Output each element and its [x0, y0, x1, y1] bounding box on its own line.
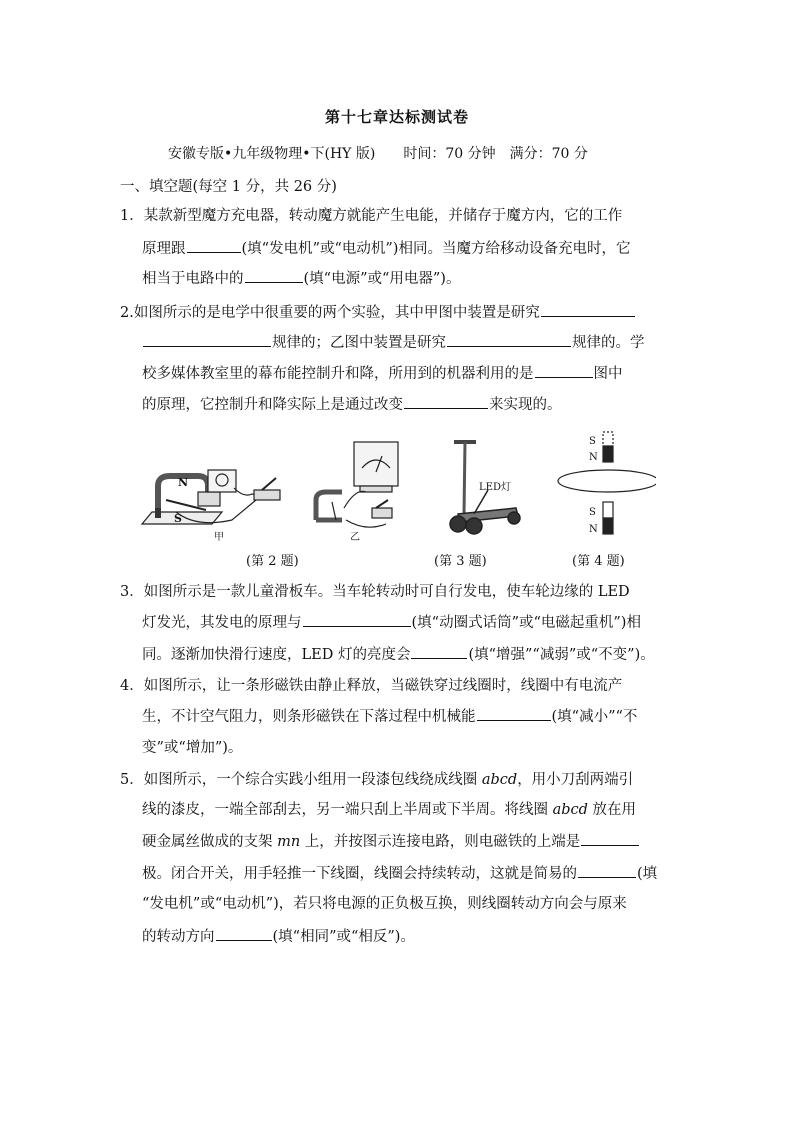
figure-jia-label: 甲: [214, 532, 224, 543]
answer-blank[interactable]: [477, 706, 551, 721]
answer-blank[interactable]: [581, 831, 639, 846]
figure-3-caption: (第 3 题): [434, 554, 487, 569]
answer-blank[interactable]: [245, 268, 303, 283]
figure-row: [136, 428, 656, 546]
q4-line-2: 生，不计空气阻力，则条形磁铁在下落过程中机械能 (填“减小”“不: [142, 706, 637, 727]
answer-blank[interactable]: [535, 363, 593, 378]
figure-4-caption: (第 4 题): [572, 554, 625, 569]
q2-line-3: 校多媒体教室里的幕布能控制升和降，所用到的机器利用的是 图中: [142, 363, 623, 384]
figure-4-magnet-coil: [558, 432, 656, 534]
q3-line-1: 3．如图所示是一款儿童滑板车。当车轮转动时可自行发电，使车轮边缘的 LED: [120, 584, 630, 600]
top-magnet-s: S: [589, 436, 596, 447]
figure-2-caption: (第 2 题): [246, 554, 299, 569]
q4-line-3: 变”或“增加”)。: [142, 740, 243, 756]
answer-blank[interactable]: [541, 302, 635, 317]
q2-line-1: 2.如图所示的是电学中很重要的两个实验，其中甲图中装置是研究: [120, 302, 636, 323]
q3-line-3: 同。逐渐加快滑行速度，LED 灯的亮度会 (填“增强”“减弱”或“不变”)。: [142, 644, 655, 665]
answer-blank[interactable]: [187, 238, 241, 253]
section-heading: 一、填空题(每空 1 分，共 26 分): [120, 179, 337, 195]
magnet-n-label: N: [178, 476, 189, 489]
q5-line-3: 硬金属丝做成的支架 mn 上，并按图示连接电路，则电磁铁的上端是: [142, 831, 640, 852]
q1-line-3: 相当于电路中的 (填“电源”或“用电器”)。: [142, 268, 460, 289]
q5-line-1: 5．如图所示，一个综合实践小组用一段漆包线绕成线圈 abcd，用小刀刮两端引: [120, 772, 634, 788]
q5-line-6: 的转动方向 (填“相同”或“相反”)。: [142, 926, 415, 947]
exam-info: 安徽专版•九年级物理•下(HY 版) 时间：70 分钟 满分：70 分: [168, 146, 588, 162]
led-label: LED灯: [479, 482, 511, 493]
bottom-magnet-n: N: [589, 524, 598, 535]
q2-line-4: 的原理，它控制升和降实际上是通过改变 来实现的。: [142, 394, 562, 415]
answer-blank[interactable]: [143, 332, 271, 347]
q5-line-2: 线的漆皮，一端全部刮去，另一端只刮上半周或下半周。将线圈 abcd 放在用: [142, 802, 637, 818]
top-magnet-n: N: [589, 452, 598, 463]
magnet-s-label: S: [174, 512, 182, 525]
q3-line-2: 灯发光，其发电的原理与 (填“动圈式话筒”或“电磁起重机”)相: [142, 612, 641, 633]
figure-yi-label: 乙: [350, 532, 360, 543]
answer-blank[interactable]: [303, 612, 411, 627]
answer-blank[interactable]: [447, 332, 571, 347]
figure-2-jia: [142, 470, 280, 524]
answer-blank[interactable]: [404, 394, 488, 409]
q1-line-2: 原理跟 (填“发电机”或“电动机”)相同。当魔方给移动设备充电时，它: [142, 238, 630, 259]
q4-line-1: 4．如图所示，让一条形磁铁由静止释放，当磁铁穿过线圈时，线圈中有电流产: [120, 678, 623, 694]
q1-line-1: 1．某款新型魔方充电器，转动魔方就能产生电能，并储存于魔方内，它的工作: [120, 208, 623, 224]
answer-blank[interactable]: [578, 863, 636, 878]
figure-2-yi: [316, 442, 398, 527]
answer-blank[interactable]: [216, 926, 272, 941]
q2-line-2: 规律的；乙图中装置是研究 规律的。学: [142, 332, 645, 353]
q5-line-5: “发电机”或“电动机”)，若只将电源的正负极互换，则线圈转动方向会与原来: [142, 896, 627, 912]
bottom-magnet-s: S: [589, 507, 596, 518]
page-title: 第十七章达标测试卷: [324, 108, 469, 126]
answer-blank[interactable]: [411, 644, 467, 659]
q5-line-4: 极。闭合开关，用手轻推一下线圈，线圈会持续转动，这就是简易的 (填: [142, 863, 657, 884]
